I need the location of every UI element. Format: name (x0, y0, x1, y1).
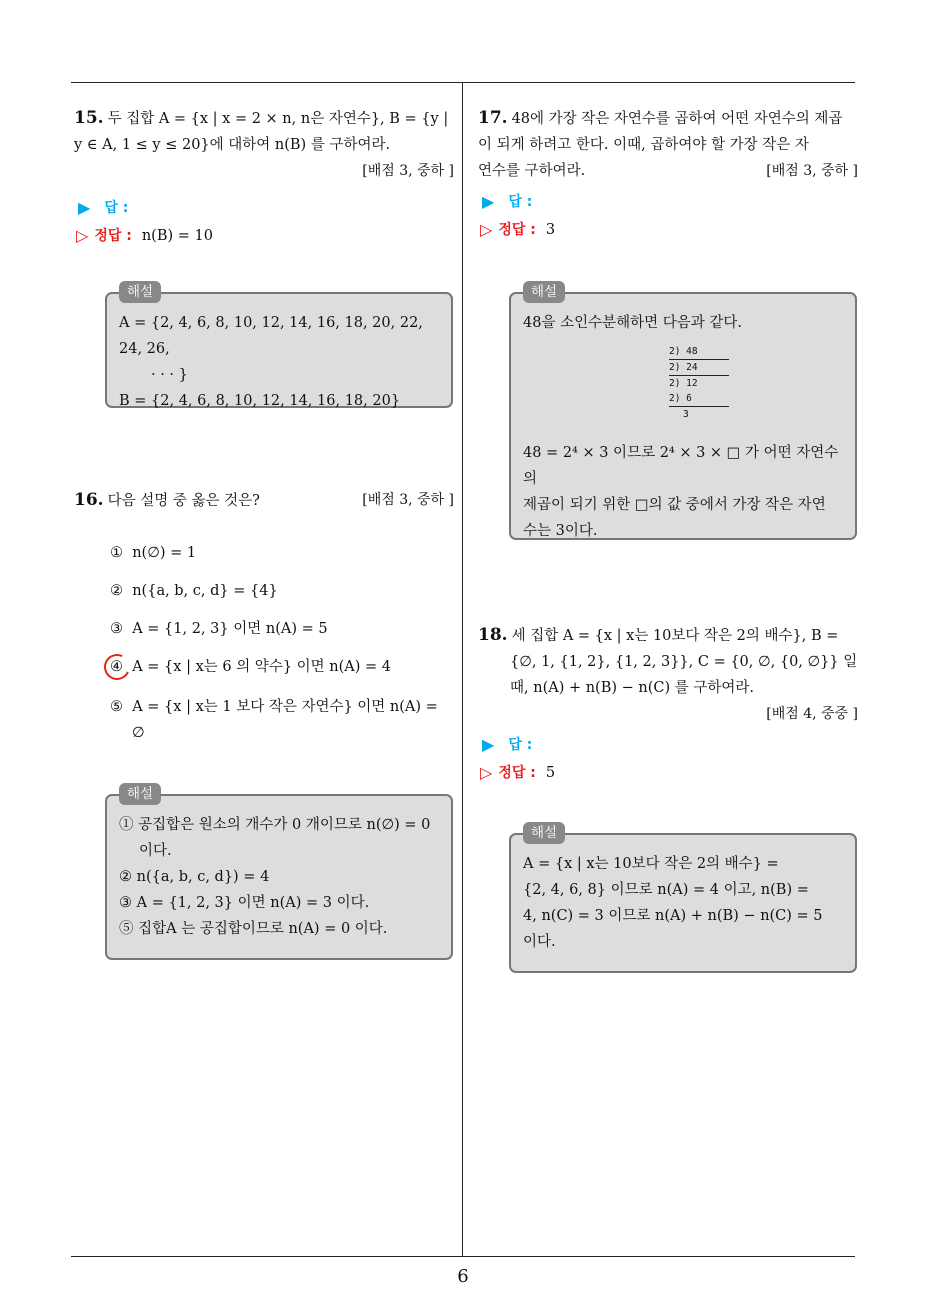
answer-label: 답 : (508, 194, 533, 210)
play-triangle-icon: ▶ (78, 198, 91, 217)
division-row: 2) 6 (669, 391, 729, 407)
outline-triangle-icon: ▷ (76, 226, 89, 245)
solution-line: 이다. (139, 843, 172, 859)
solution-line: 수는 3이다. (523, 523, 598, 539)
correct-label: 정답 : (498, 222, 536, 238)
solution-line: 48 = 2⁴ × 3 이므로 2⁴ × 3 × □ 가 어떤 자연수의 (523, 445, 839, 487)
solution-line: {2, 4, 6, 8} 이므로 n(A) = 4 이고, n(B) = (523, 882, 809, 898)
question-18 (478, 622, 858, 787)
solution-box-15 (105, 284, 453, 409)
correct-value: 5 (545, 765, 556, 781)
correct-label: 정답 : (94, 228, 132, 244)
question-15-line2: y ∈ A, 1 ≤ y ≤ 20}에 대하여 n(B) 를 구하여라. (74, 137, 391, 153)
division-row: 2) 48 (669, 344, 729, 360)
question-18-number: 18. (478, 625, 508, 645)
correct-label: 정답 : (498, 765, 536, 781)
play-triangle-icon: ▶ (482, 192, 495, 211)
question-16 (74, 487, 454, 514)
division-row: 3 (683, 409, 689, 420)
outline-triangle-icon: ▷ (480, 220, 493, 239)
answer-label: 답 : (104, 200, 129, 216)
question-18-line1: 18. 세 집합 A = {x | x는 10보다 작은 2의 배수}, B = (478, 625, 839, 645)
solution-line: 48을 소인수분해하면 다음과 같다. (523, 315, 742, 331)
question-15 (74, 105, 454, 250)
page-number: 6 (457, 1266, 469, 1287)
division-row: 2) 12 (669, 378, 698, 389)
top-rule (71, 82, 855, 83)
option-5[interactable]: ⑤ A = {x | x는 1 보다 작은 자연수} 이면 n(A) = ∅ (110, 699, 438, 741)
column-divider (462, 82, 463, 1257)
question-15-answer (74, 194, 454, 250)
solution-tab: 해설 (523, 822, 565, 844)
option-4[interactable]: ④ A = {x | x는 6 의 약수} 이면 n(A) = 4 (110, 659, 391, 675)
solution-line: A = {2, 4, 6, 8, 10, 12, 14, 16, 18, 20, 22, 24, 26, (119, 315, 423, 357)
question-17-number: 17. (478, 108, 508, 128)
bottom-rule (71, 1256, 855, 1257)
question-15-line1: 15. 두 집합 A = {x | x = 2 × n, n은 자연수}, B = {y | (74, 108, 449, 128)
question-18-line2: {∅, 1, {1, 2}, {1, 2, 3}}, C = {0, ∅, {0, ∅}} 일 (510, 654, 858, 670)
solution-line: · · · } (151, 367, 188, 383)
question-17-line1: 17. 48에 가장 작은 자연수를 곱하여 어떤 자연수의 제곱 (478, 108, 843, 128)
question-18-answer (478, 731, 858, 787)
solution-tab: 해설 (523, 281, 565, 303)
option-3[interactable]: ③ A = {1, 2, 3} 이면 n(A) = 5 (110, 621, 328, 637)
solution-line: 이다. (523, 934, 556, 950)
prime-factorization-table (669, 344, 729, 422)
question-17-line3: 연수를 구하여라. (478, 163, 586, 179)
option-2[interactable]: ② n({a, b, c, d} = {4} (110, 583, 278, 599)
solution-line: ① 공집합은 원소의 개수가 0 개이므로 n(∅) = 0 (119, 817, 431, 833)
question-17-meta: [배점 3, 중하 ] (766, 163, 858, 179)
answer-label: 답 : (508, 737, 533, 753)
question-15-meta: [배점 3, 중하 ] (362, 163, 454, 179)
solution-line: B = {2, 4, 6, 8, 10, 12, 14, 16, 18, 20} (119, 393, 401, 409)
question-17-answer (478, 188, 858, 244)
outline-triangle-icon: ▷ (480, 763, 493, 782)
question-16-number: 16. (74, 490, 104, 510)
question-16-meta: [배점 3, 중하 ] (362, 492, 454, 508)
solution-tab: 해설 (119, 783, 161, 805)
question-17 (478, 105, 858, 244)
question-16-line1: 16. 다음 설명 중 옳은 것은? (74, 490, 260, 510)
correct-value: n(B) = 10 (141, 228, 213, 244)
solution-box-18 (509, 825, 857, 973)
solution-box-16 (105, 786, 453, 960)
solution-tab: 해설 (119, 281, 161, 303)
solution-line: ② n({a, b, c, d}) = 4 (119, 869, 270, 885)
question-18-meta: [배점 4, 중중 ] (766, 706, 858, 722)
option-1[interactable]: ① n(∅) = 1 (110, 545, 197, 561)
solution-line: ⑤ 집합A 는 공집합이므로 n(A) = 0 이다. (119, 921, 388, 937)
solution-line: A = {x | x는 10보다 작은 2의 배수} = (523, 856, 779, 872)
division-row: 2) 24 (669, 360, 729, 376)
solution-box-17 (509, 284, 857, 540)
correct-value: 3 (545, 222, 556, 238)
play-triangle-icon: ▶ (482, 735, 495, 754)
solution-line: ③ A = {1, 2, 3} 이면 n(A) = 3 이다. (119, 895, 370, 911)
solution-line: 4, n(C) = 3 이므로 n(A) + n(B) − n(C) = 5 (523, 908, 823, 924)
solution-line: 제곱이 되기 위한 □의 값 중에서 가장 작은 자연 (523, 497, 826, 513)
question-15-number: 15. (74, 108, 104, 128)
question-18-line3: 때, n(A) + n(B) − n(C) 를 구하여라. (510, 680, 755, 696)
question-17-line2: 이 되게 하려고 한다. 이때, 곱하여야 할 가장 작은 자 (478, 137, 809, 153)
